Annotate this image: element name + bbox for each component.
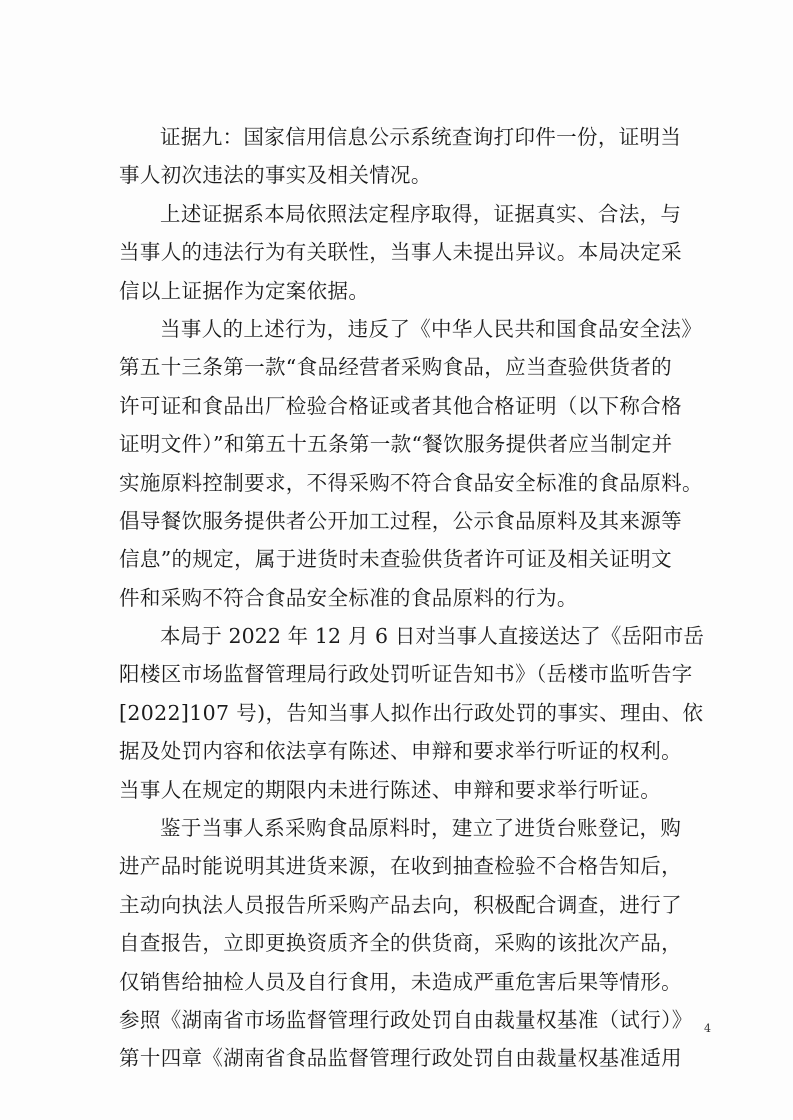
text-line: 第五十三条第一款“食品经营者采购食品，应当查验供货者的 bbox=[119, 355, 672, 380]
text-line: 实施原料控制要求，不得采购不符合食品安全标准的食品原料。 bbox=[119, 470, 703, 495]
text-line: [2022]107 号)，告知当事人拟作出行政处罚的事实、理由、依 bbox=[119, 700, 704, 725]
text-line: 当事人在规定的期限内未进行陈述、申辩和要求举行听证。 bbox=[119, 777, 662, 802]
text-line: 仅销售给抽检人员及自行食用，未造成严重危害后果等情形。 bbox=[119, 969, 682, 994]
text-line: 倡导餐饮服务提供者公开加工过程，公示食品原料及其来源等 bbox=[119, 508, 682, 533]
text-line: 当事人的违法行为有关联性，当事人未提出异议。本局决定采 bbox=[119, 240, 682, 265]
text-line: 信息”的规定，属于进货时未查验供货者许可证及相关证明文 bbox=[119, 547, 672, 572]
text-line: 本局于 2022 年 12 月 6 日对当事人直接送达了《岳阳市岳 bbox=[160, 624, 704, 649]
page-number: 4 bbox=[704, 1022, 711, 1035]
text-line: 主动向执法人员报告所采购产品去向，积极配合调查，进行了 bbox=[119, 892, 682, 917]
text-line: 自查报告，立即更换资质齐全的供货商，采购的该批次产品， bbox=[119, 931, 682, 956]
text-line: 证据九：国家信用信息公示系统查询打印件一份，证明当 bbox=[160, 125, 682, 149]
text-line: 阳楼区市场监督管理局行政处罚听证告知书》（岳楼市监听告字 bbox=[119, 662, 693, 687]
text-line: 信以上证据作为定案依据。 bbox=[119, 278, 370, 303]
text-line: 许可证和食品出厂检验合格证或者其他合格证明（以下称合格 bbox=[119, 393, 682, 418]
text-line: 当事人的上述行为，违反了《中华人民共和国食品安全法》 bbox=[160, 316, 703, 341]
text-line: 参照《湖南省市场监督管理行政处罚自由裁量权基准（试行）》 bbox=[119, 1007, 693, 1032]
text-line: 鉴于当事人系采购食品原料时，建立了进货台账登记，购 bbox=[160, 816, 682, 841]
text-line: 据及处罚内容和依法享有陈述、申辩和要求举行听证的权利。 bbox=[119, 739, 682, 764]
text-line: 证明文件）”和第五十五条第一款“餐饮服务提供者应当制定并 bbox=[119, 432, 673, 457]
document-body bbox=[119, 118, 704, 1078]
text-line: 第十四章《湖南省食品监督管理行政处罚自由裁量权基准适用 bbox=[119, 1046, 682, 1071]
text-line: 事人初次违法的事实及相关情况。 bbox=[119, 163, 432, 188]
text-line: 进产品时能说明其进货来源，在收到抽查检验不合格告知后， bbox=[119, 854, 682, 879]
text-line: 上述证据系本局依照法定程序取得，证据真实、合法，与 bbox=[160, 201, 682, 226]
text-line: 件和采购不符合食品安全标准的食品原料的行为。 bbox=[119, 585, 578, 610]
